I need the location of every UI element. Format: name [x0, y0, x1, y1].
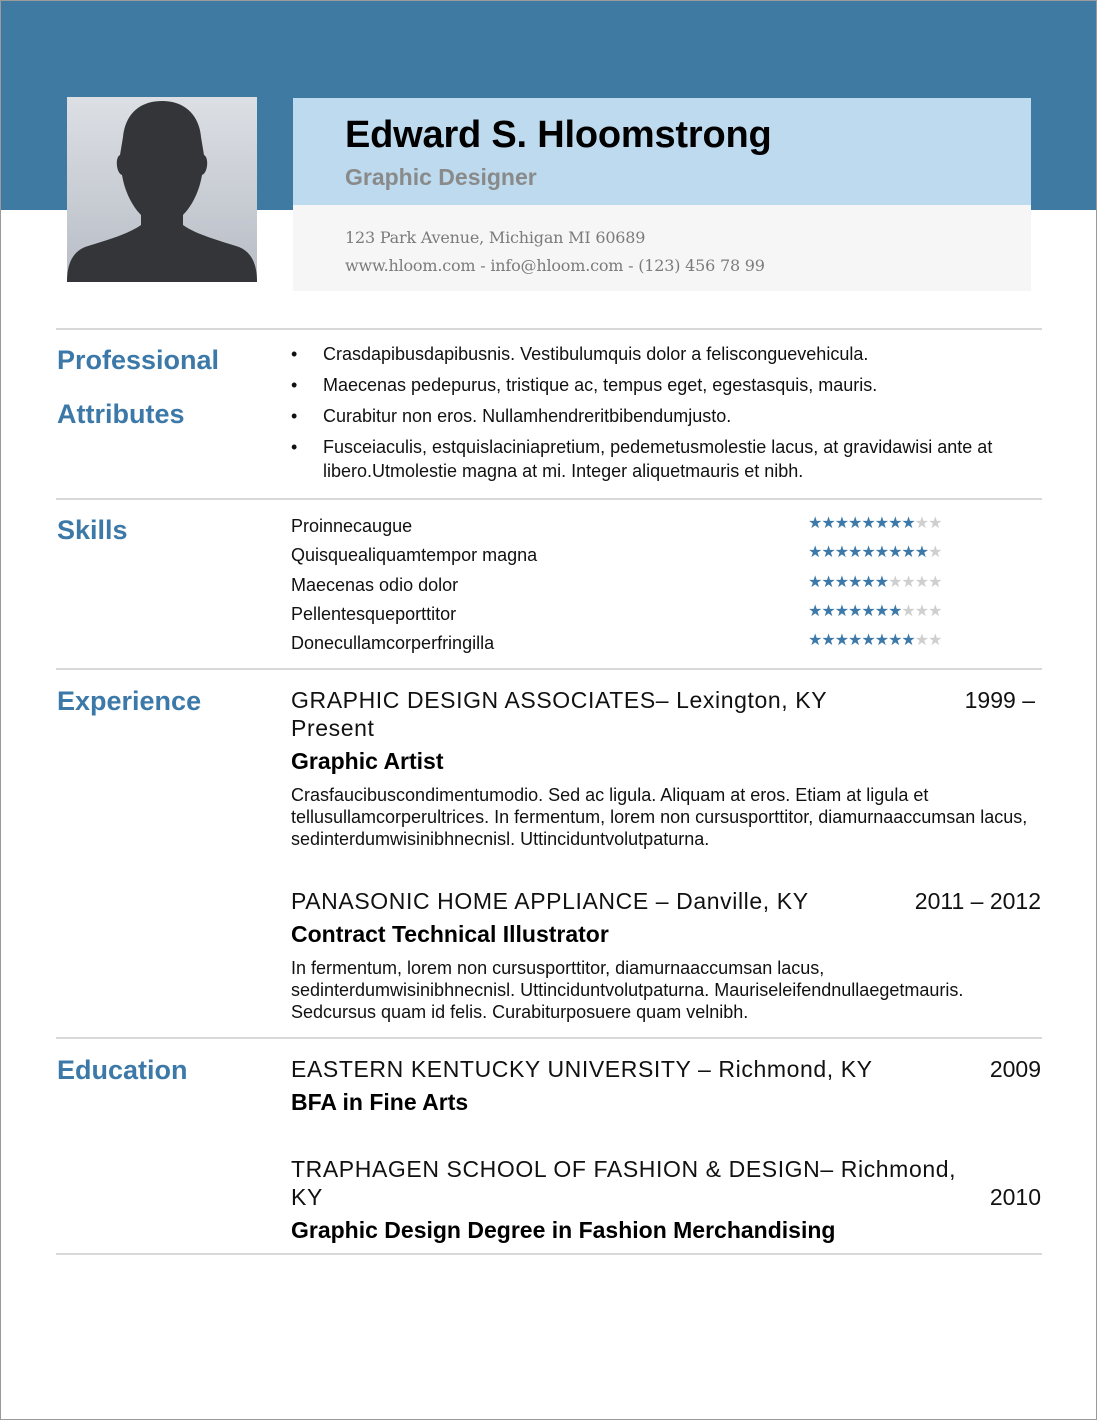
star-filled-icon: ★ — [861, 574, 875, 591]
school-location: – Richmond, KY — [691, 1056, 873, 1082]
star-empty-icon: ★ — [928, 515, 942, 532]
school-name: TRAPHAGEN SCHOOL OF FASHION & DESIGN — [291, 1156, 821, 1182]
star-empty-icon: ★ — [928, 544, 942, 561]
address-line: 123 Park Avenue, Michigan MI 60689 — [345, 228, 646, 247]
education-heading-line2 — [291, 1183, 1041, 1211]
section-title-experience: Experience — [57, 686, 202, 716]
school-name: EASTERN KENTUCKY UNIVERSITY — [291, 1056, 692, 1082]
company-name: PANASONIC HOME APPLIANCE — [291, 888, 649, 914]
employment-dates-end: Present — [291, 715, 375, 741]
star-filled-icon: ★ — [861, 544, 875, 561]
star-filled-icon: ★ — [834, 544, 849, 561]
skill-rating-stars — [808, 513, 941, 533]
candidate-job-title: Graphic Designer — [345, 164, 537, 190]
graduation-year: 2009 — [989, 1056, 1041, 1082]
job-role: Graphic Artist — [291, 748, 444, 774]
star-filled-icon: ★ — [901, 632, 915, 649]
star-filled-icon: ★ — [861, 515, 875, 532]
star-filled-icon: ★ — [821, 515, 835, 532]
star-empty-icon: ★ — [914, 515, 929, 532]
star-filled-icon: ★ — [888, 544, 902, 561]
section-title-attributes — [57, 333, 219, 441]
contact-line: www.hloom.com - info@hloom.com - (123) 456 78 99 — [345, 256, 765, 275]
star-filled-icon: ★ — [914, 544, 929, 561]
star-empty-icon: ★ — [888, 574, 902, 591]
section-title-line: Attributes — [57, 399, 185, 429]
star-filled-icon: ★ — [808, 544, 822, 561]
star-filled-icon: ★ — [861, 632, 875, 649]
star-filled-icon: ★ — [821, 574, 835, 591]
star-empty-icon: ★ — [928, 603, 942, 620]
name-panel — [293, 98, 1031, 205]
school-location: – Richmond, — [820, 1156, 957, 1182]
star-filled-icon: ★ — [808, 515, 822, 532]
star-filled-icon: ★ — [888, 603, 902, 620]
graduation-year: 2010 — [989, 1184, 1041, 1210]
skill-row — [291, 541, 1041, 570]
skill-row — [291, 600, 1041, 629]
skill-row — [291, 571, 1041, 600]
star-empty-icon: ★ — [914, 603, 929, 620]
skill-row — [291, 512, 1041, 541]
star-filled-icon: ★ — [848, 574, 862, 591]
star-filled-icon: ★ — [821, 544, 835, 561]
profile-photo-placeholder — [67, 97, 257, 282]
list-item: • Maecenas pedepurus, tristique ac, tempus eget, egestasquis, mauris. — [291, 373, 1041, 397]
person-silhouette-icon — [67, 97, 257, 282]
skill-rating-stars — [808, 542, 941, 562]
star-empty-icon: ★ — [914, 632, 929, 649]
star-filled-icon: ★ — [888, 515, 902, 532]
job-description: In fermentum, lorem non cursusporttitor, diamurnaaccumsan lacus, sedinterdumwisinibhnecnisl. Uttinciduntvolutpaturna. Mauriseleifendnullaegetmauris. Sedcursus quam id felis. Curabiturposuere quam velnibh. — [291, 958, 964, 1022]
list-item: • Crasdapibusdapibusnis. Vestibulumquis dolor a felisconguevehicula. — [291, 342, 1041, 366]
section-divider — [56, 1037, 1042, 1039]
company-name: GRAPHIC DESIGN ASSOCIATES — [291, 687, 656, 713]
star-empty-icon: ★ — [901, 574, 915, 591]
star-filled-icon: ★ — [888, 632, 902, 649]
star-empty-icon: ★ — [901, 603, 915, 620]
star-filled-icon: ★ — [821, 603, 835, 620]
skill-rating-stars — [808, 630, 941, 650]
star-filled-icon: ★ — [874, 544, 889, 561]
job-role: Contract Technical Illustrator — [291, 921, 609, 947]
star-filled-icon: ★ — [834, 574, 849, 591]
star-filled-icon: ★ — [848, 544, 862, 561]
section-divider — [56, 328, 1042, 330]
star-filled-icon: ★ — [821, 632, 835, 649]
attributes-list — [291, 342, 1041, 490]
star-empty-icon: ★ — [928, 632, 942, 649]
contact-panel — [293, 205, 1031, 291]
skill-name: Pellentesqueporttitor — [291, 604, 457, 624]
experience-heading — [291, 686, 1041, 742]
school-location-cont: KY — [291, 1184, 323, 1210]
degree-title: BFA in Fine Arts — [291, 1089, 469, 1115]
education-heading — [291, 1155, 1041, 1211]
job-description: Crasfaucibuscondimentumodio. Sed ac ligula. Aliquam at eros. Etiam at ligula et tellusullamcorperultrices. In fermentum, lorem non cursusporttitor, diamurnaaccumsan lacus, sedinterdumwisinibhnecnisl. Uttinciduntvolutpaturna. — [291, 785, 1028, 849]
star-filled-icon: ★ — [848, 603, 862, 620]
company-location: – Lexington, KY — [655, 687, 828, 713]
skill-name: Maecenas odio dolor — [291, 575, 459, 595]
star-filled-icon: ★ — [848, 515, 862, 532]
section-title-line: Professional — [57, 345, 220, 375]
star-filled-icon: ★ — [834, 515, 849, 532]
degree-title: Graphic Design Degree in Fashion Merchandising — [291, 1217, 836, 1243]
star-filled-icon: ★ — [808, 632, 822, 649]
employment-dates: 2011 – 2012 — [914, 888, 1041, 914]
section-title-skills: Skills — [57, 515, 128, 545]
star-filled-icon: ★ — [874, 603, 889, 620]
experience-heading — [291, 887, 1041, 915]
employment-dates-start: 1999 – — [964, 687, 1035, 713]
star-filled-icon: ★ — [808, 603, 822, 620]
skill-rating-stars — [808, 601, 941, 621]
star-filled-icon: ★ — [901, 544, 915, 561]
section-divider — [56, 668, 1042, 670]
section-divider — [56, 498, 1042, 500]
star-filled-icon: ★ — [874, 632, 889, 649]
star-filled-icon: ★ — [808, 574, 822, 591]
star-filled-icon: ★ — [834, 632, 849, 649]
star-filled-icon: ★ — [874, 515, 889, 532]
star-filled-icon: ★ — [901, 515, 915, 532]
star-filled-icon: ★ — [874, 574, 889, 591]
candidate-name: Edward S. Hloomstrong — [345, 114, 772, 156]
company-location: – Danville, KY — [648, 888, 809, 914]
star-empty-icon: ★ — [914, 574, 929, 591]
skill-row — [291, 629, 1041, 658]
star-empty-icon: ★ — [928, 574, 942, 591]
skill-name: Proinnecaugue — [291, 516, 413, 536]
skill-name: Quisquealiquamtempor magna — [291, 545, 538, 565]
star-filled-icon: ★ — [848, 632, 862, 649]
section-divider — [56, 1253, 1042, 1255]
star-filled-icon: ★ — [861, 603, 875, 620]
skill-rating-stars — [808, 572, 941, 592]
skill-name: Donecullamcorperfringilla — [291, 633, 495, 653]
star-filled-icon: ★ — [834, 603, 849, 620]
section-title-education: Education — [57, 1055, 188, 1085]
list-item: • Fusceiaculis, estquislaciniapretium, pedemetusmolestie lacus, at gravidawisi ante at libero.Utmolestie magna at mi. Integer aliquetmauris et nibh. — [291, 435, 1041, 483]
list-item: • Curabitur non eros. Nullamhendreritbibendumjusto. — [291, 404, 1041, 428]
education-heading — [291, 1055, 1041, 1083]
